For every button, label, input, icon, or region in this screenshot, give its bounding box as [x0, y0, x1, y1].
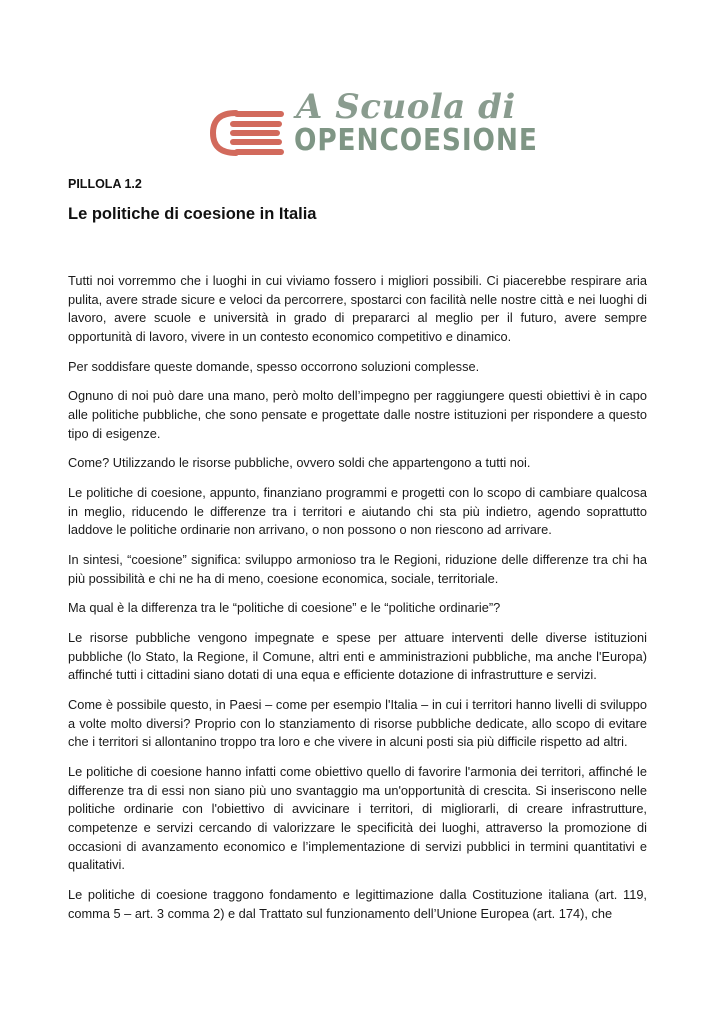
paragraph: Come è possibile questo, in Paesi – come per esempio l'Italia – in cui i territori hanno livelli di sviluppo a volte molto diversi? Proprio con lo stanziamento di risorse pubbliche dedicate, allo scopo di evitare che i territori si allontanino troppo tra loro e che vivere in alcuni posti sia più difficile rispetto ad altri. — [68, 697, 647, 750]
paragraph: Le politiche di coesione traggono fondamento e legittimazione dalla Costituzione italiana (art. 119, comma 5 – art. 3 comma 2) e dal Trattato sul funzionamento dell’Unione Europea (art. 174), che — [68, 886, 647, 921]
page-title: Le politiche di coesione in Italia — [68, 205, 317, 223]
paragraph: Le politiche di coesione, appunto, finanziano programmi e progetti con lo scopo di cambiare qualcosa in meglio, riducendo le differenze tra i territori e aiutando chi sta più indietro, agendo soprattutto laddove le politiche ordinarie non arrivano, o non possono o non riescono ad arrivare. — [68, 485, 647, 538]
paragraph: Per soddisfare queste domande, spesso occorrono soluzioni complesse. — [68, 358, 480, 374]
logo — [210, 87, 538, 162]
logo-title-line1: A Scuola di — [296, 87, 516, 127]
paragraph: In sintesi, “coesione” significa: sviluppo armonioso tra le Regioni, riduzione delle differenze tra chi ha più possibilità e chi ne ha di meno, coesione economica, sociale, territoriale. — [68, 552, 647, 586]
document-body — [68, 272, 647, 934]
logo-title-line2: OPENCOESIONE — [294, 123, 538, 158]
paragraph: Tutti noi vorremmo che i luoghi in cui viviamo fossero i migliori possibili. Ci piacerebbe respirare aria pulita, avere strade sicure e veloci da percorrere, spostarci con facilità nelle nostre città e nei luoghi di lavoro, avere scuole e università in grado di prepararci al meglio per il futuro, avere sempre opportunità di lavoro, vivere in un contesto economico competitivo e dinamico. — [68, 273, 647, 344]
paragraph: Ma qual è la differenza tra le “politiche di coesione” e le “politiche ordinarie”? — [68, 600, 501, 616]
book-stack-icon — [210, 110, 288, 156]
paragraph: Le politiche di coesione hanno infatti come obiettivo quello di favorire l'armonia dei territori, affinché le differenze tra di essi non siano più uno svantaggio ma un'opportunità di crescita. Si inseriscono nelle politiche ordinarie con l'obiettivo di avvicinare i territori, di migliorarli, di creare infrastrutture, competenze e servizi cercando di valorizzare le specificità dei luoghi, attraverso la promozione di occasioni di avanzamento economico e l’implementazione di servizi pubblici in termini quantitativi e qualitativi. — [68, 764, 647, 873]
paragraph: Come? Utilizzando le risorse pubbliche, ovvero soldi che appartengono a tutti noi. — [68, 455, 531, 471]
section-label: PILLOLA 1.2 — [68, 177, 142, 191]
paragraph: Le risorse pubbliche vengono impegnate e spese per attuare interventi delle diverse istituzioni pubbliche (lo Stato, la Regione, il Comune, altri enti e amministrazioni pubbliche, ma anche l'Europa) affinché tutti i cittadini siano dotati di una equa e efficiente dotazione di infrastrutture e servizi. — [68, 630, 647, 683]
paragraph: Ognuno di noi può dare una mano, però molto dell’impegno per raggiungere questi obiettivi è in capo alle politiche pubbliche, che sono pensate e progettate dalle nostre istituzioni per rispondere a questo tipo di esigenze. — [68, 388, 647, 441]
